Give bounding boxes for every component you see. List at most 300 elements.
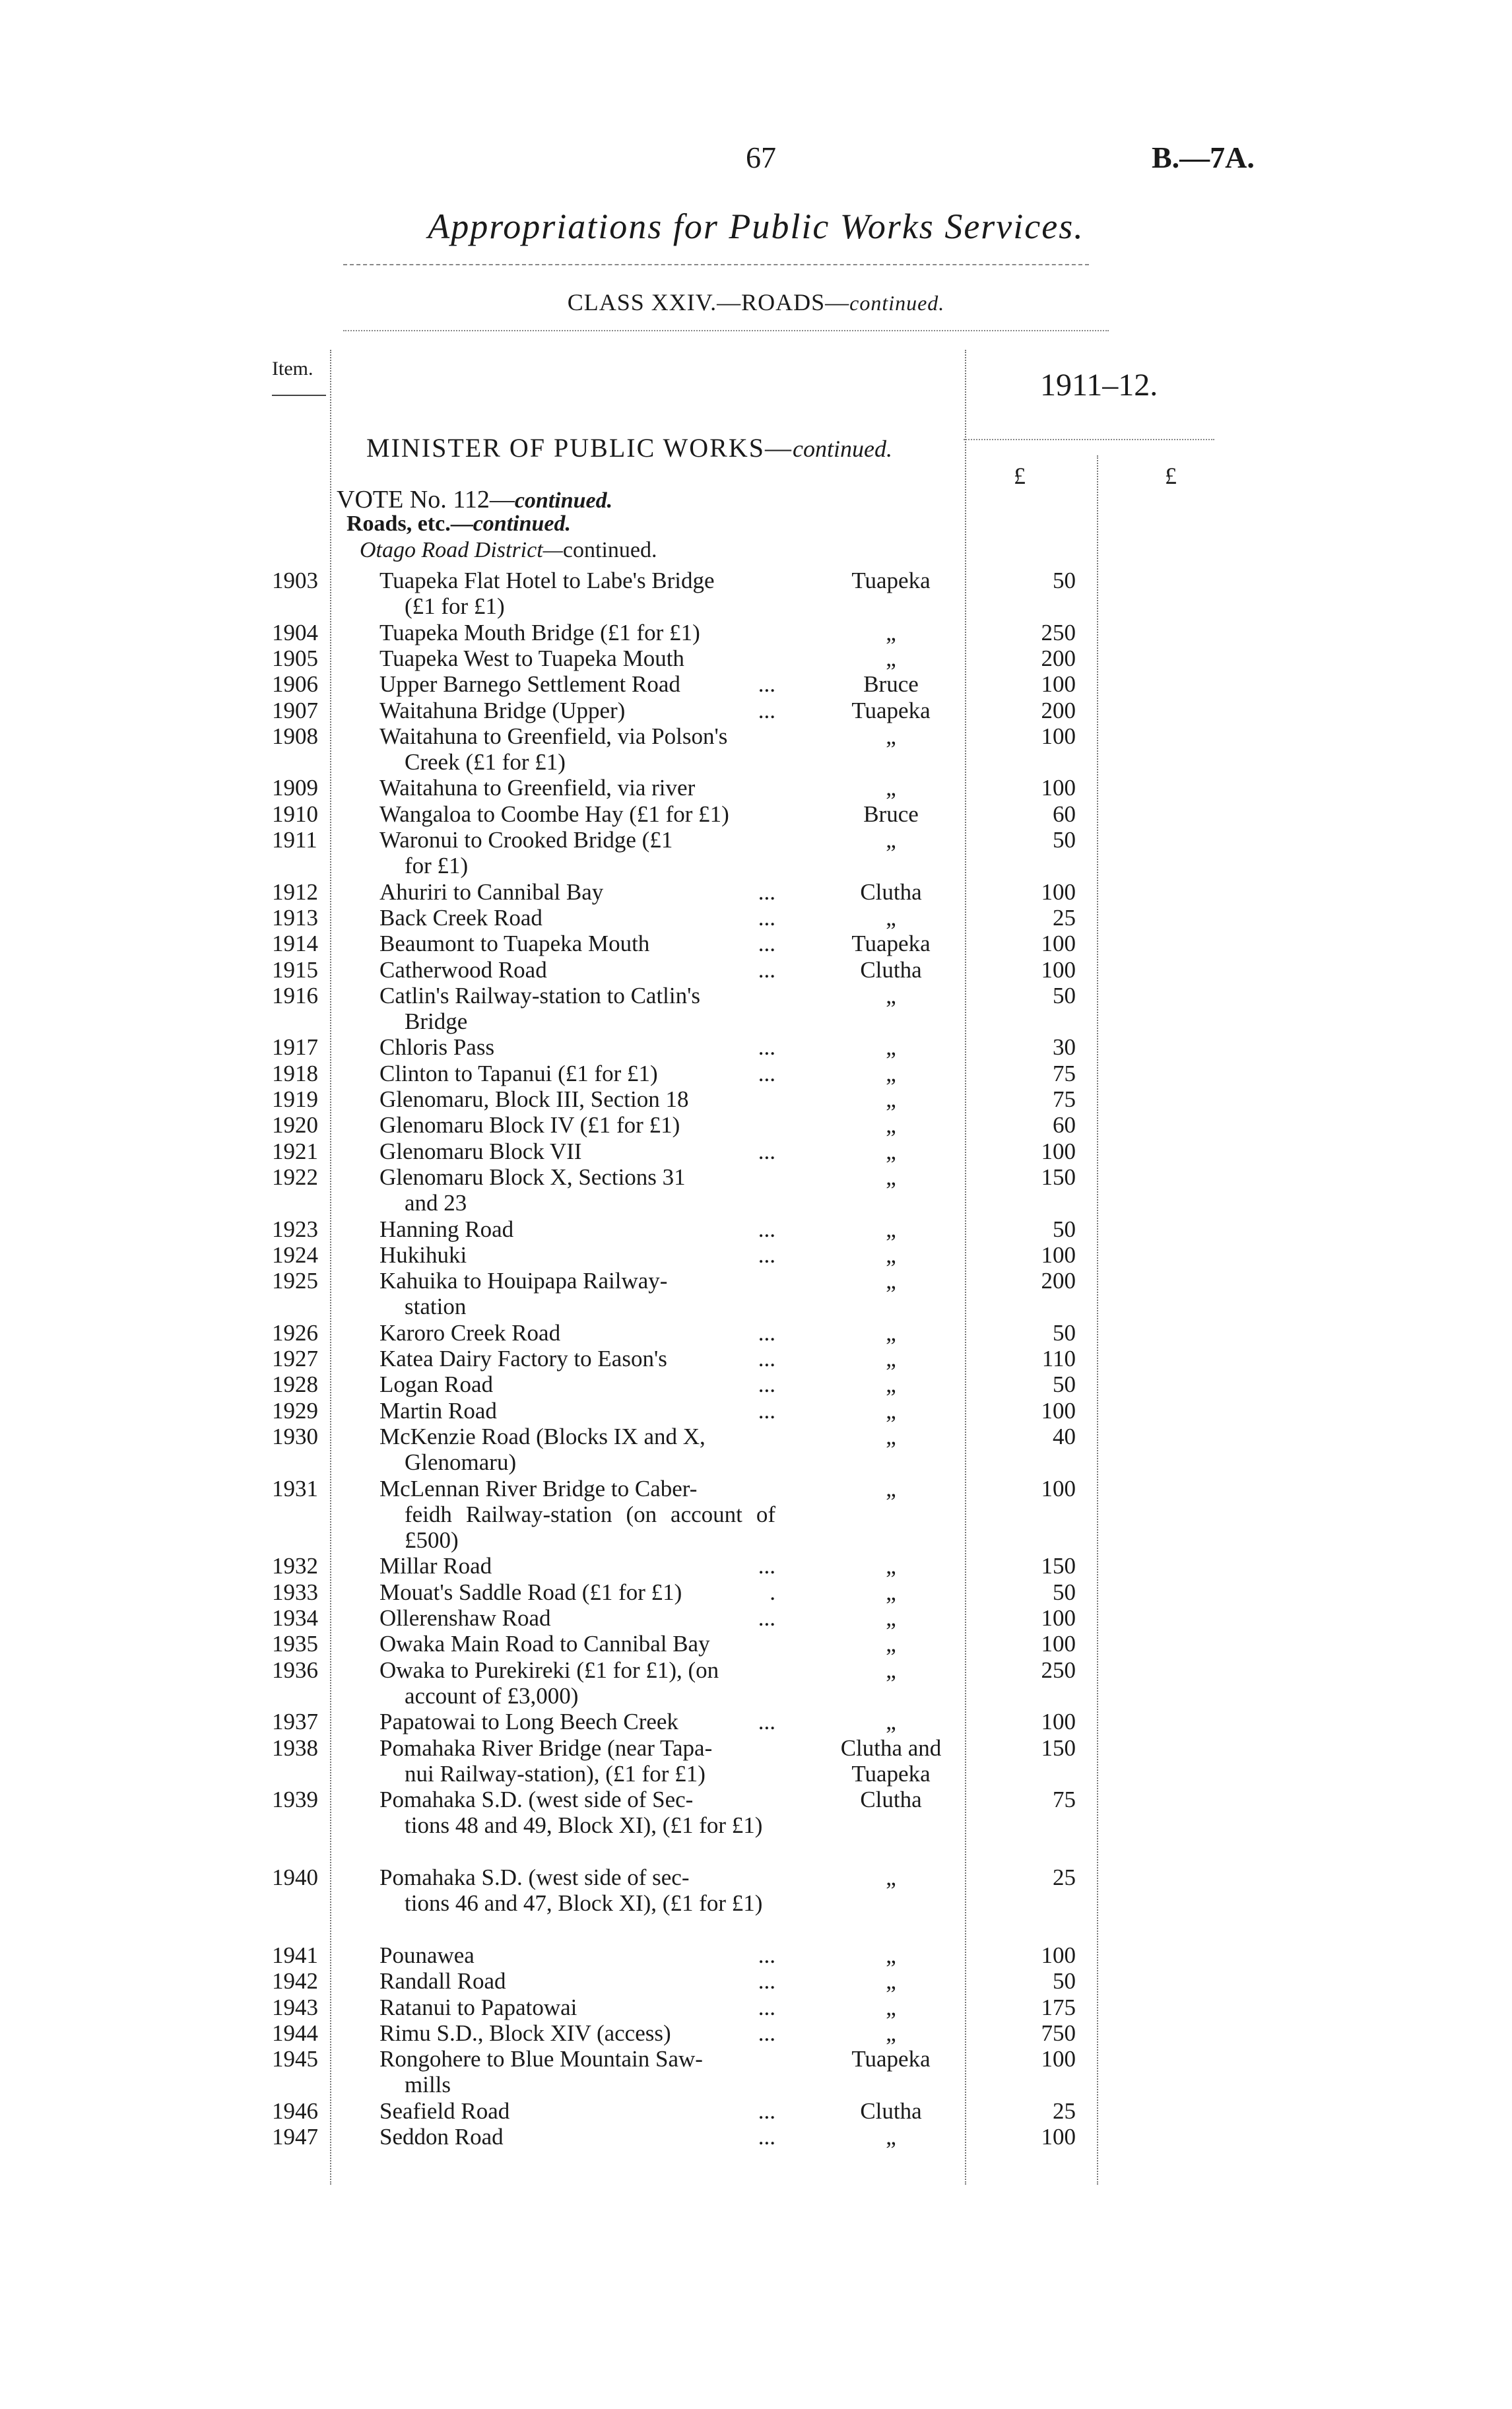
electoral-district-text: Tuapeka [851,697,931,723]
minister-cont: continued. [793,436,892,462]
item-number: 1924 [272,1241,318,1268]
amount: 100 [1041,931,1076,957]
item-description [379,905,775,931]
item-description-continuation: nui Railway-station), (£1 for £1) [405,1760,706,1787]
amount: 60 [1053,1112,1076,1138]
electoral-district-text: „ [886,1423,896,1449]
item-description [379,723,775,775]
item-description [379,1864,775,1916]
amount: 30 [1053,1034,1076,1061]
item-number: 1936 [272,1657,318,1683]
leader-dots: ... [758,931,775,957]
electoral-district [812,1034,970,1060]
item-description-text: Logan Road [379,1371,494,1398]
amount: 50 [1053,1216,1076,1242]
item-description-text: Karoro Creek Road [379,1319,561,1346]
item-number: 1947 [272,2124,318,2150]
item-description-text: Waitahuna to Greenfield, via river [379,775,696,801]
electoral-district-text: „ [886,2124,896,2150]
item-description [379,2020,775,2046]
item-description-continuation: account of £3,000) [405,1682,579,1709]
item-description [379,957,775,983]
item-description-text: Seddon Road [379,2124,504,2150]
amount: 40 [1053,1423,1076,1449]
item-number: 1909 [272,775,318,801]
item-number: 1920 [272,1112,318,1138]
amount: 100 [1041,956,1076,983]
item-description-text: Tuapeka West to Tuapeka Mouth [379,645,684,671]
item-description-text: Beaumont to Tuapeka Mouth [379,931,650,957]
electoral-district-text: Tuapeka [851,931,931,957]
amount: 100 [1041,1631,1076,1657]
electoral-district [812,1398,970,1424]
electoral-district [812,1476,970,1502]
electoral-district-text: „ [886,645,896,671]
electoral-district [812,2124,970,2150]
item-number: 1943 [272,1994,318,2020]
amount: 100 [1041,671,1076,698]
item-description [379,879,775,905]
vote-cont: continued. [514,488,613,513]
electoral-district [812,1346,970,1371]
electoral-district-text: „ [886,827,896,853]
item-number: 1908 [272,723,318,749]
item-description [379,801,775,827]
amount: 50 [1053,1319,1076,1346]
item-number: 1933 [272,1579,318,1605]
electoral-district [812,1709,970,1734]
electoral-district-text: Clutha [860,878,922,905]
electoral-district [812,827,970,853]
leader-dots: ... [758,878,775,905]
item-description [379,1138,775,1164]
item-description-text: Martin Road [379,1397,497,1424]
year-heading: 1911–12. [1040,368,1158,403]
electoral-district-text: „ [886,1709,896,1735]
leader-dots: ... [758,1968,775,1995]
class-heading-text: CLASS XXIV.—ROADS— [567,289,850,315]
electoral-district [812,775,970,801]
item-description [379,1371,775,1397]
electoral-district-text: „ [886,982,896,1008]
item-description-continuation: Creek (£1 for £1) [405,748,566,775]
amount: 25 [1053,904,1076,931]
electoral-district [812,568,970,593]
item-number: 1930 [272,1423,318,1449]
item-description-text: Chloris Pass [379,1034,495,1061]
item-number: 1946 [272,2097,318,2124]
electoral-district [812,957,970,983]
leader-dots: ... [758,2124,775,2150]
roads-heading [346,512,571,537]
item-description [379,671,775,697]
amount: 175 [1041,1994,1076,2020]
item-description-text: Hanning Road [379,1216,514,1242]
electoral-district-text: „ [886,1086,896,1112]
item-description [379,1476,775,1553]
leader-dots: ... [758,904,775,931]
item-description [379,1424,775,1475]
amount: 25 [1053,1864,1076,1890]
item-heading-underline [272,395,326,396]
leader-dots: ... [758,1605,775,1631]
page-number: 67 [746,141,776,174]
item-number: 1921 [272,1138,318,1164]
document-reference: B.—7A. [1152,141,1255,174]
electoral-district [812,1787,970,1812]
item-description [379,1034,775,1060]
class-heading-cont: continued. [849,291,945,315]
electoral-district [812,879,970,905]
item-description-continuation: tions 46 and 47, Block XI), (£1 for £1) [405,1890,763,1916]
amount: 200 [1041,645,1076,671]
item-description-text: Clinton to Tapanui (£1 for £1) [379,1060,658,1086]
item-description [379,1657,775,1709]
item-number: 1941 [272,1942,318,1968]
item-description-text: Tuapeka Flat Hotel to Labe's Bridge [379,568,715,593]
leader-dots: ... [758,1553,775,1579]
item-description-text: Pomahaka S.D. (west side of sec- [379,1864,690,1890]
electoral-district-text: „ [886,1968,896,1995]
electoral-district-text: „ [886,1631,896,1657]
item-number: 1938 [272,1734,318,1761]
item-description [379,1164,775,1216]
item-description [379,2098,775,2124]
leader-dots: ... [758,1319,775,1346]
leader-dots: ... [758,2097,775,2124]
item-description-continuation: feidh Railway-station (on account of £500) [405,1501,775,1553]
item-number: 1929 [272,1397,318,1424]
item-description-text: McLennan River Bridge to Caber- [379,1475,698,1502]
electoral-district-text: „ [886,1864,896,1890]
leader-dots: ... [758,956,775,983]
item-description [379,1242,775,1268]
electoral-district [812,2098,970,2124]
item-description [379,1735,775,1787]
class-heading [0,288,1512,316]
electoral-district [812,1112,970,1138]
electoral-district-text: „ [886,1605,896,1631]
electoral-district-text: „ [886,1216,896,1242]
minister-heading [366,432,892,463]
item-description-text: Katea Dairy Factory to Eason's [379,1346,667,1371]
item-number: 1910 [272,801,318,827]
leader-dots: ... [758,1371,775,1398]
amount: 25 [1053,2097,1076,2124]
amount: 50 [1053,982,1076,1008]
roads-cont: continued. [473,512,572,536]
item-description [379,827,775,878]
electoral-district [812,723,970,749]
table-top-rule [343,330,1109,331]
pound-sign-1: £ [1014,463,1026,489]
item-description-continuation: and 23 [405,1189,467,1216]
item-number: 1919 [272,1086,318,1112]
amount: 100 [1041,1709,1076,1735]
page-title: Appropriations for Public Works Services. [428,207,1084,246]
electoral-district-text: „ [886,1371,896,1398]
electoral-district [812,1553,970,1579]
amount: 50 [1053,827,1076,853]
minister-text: MINISTER OF PUBLIC WORKS— [366,433,793,463]
amount: 60 [1053,801,1076,827]
item-description-text: Glenomaru, Block III, Section 18 [379,1086,689,1112]
item-description [379,1553,775,1579]
electoral-district-text: „ [886,1346,896,1371]
amount: 250 [1041,1657,1076,1683]
electoral-district-text: „ [886,1060,896,1086]
amount: 50 [1053,1579,1076,1605]
electoral-district-text: „ [886,1268,896,1294]
item-description-continuation: for £1) [405,853,469,878]
year-heading-rule [964,439,1214,440]
amount: 75 [1053,1787,1076,1813]
amount: 100 [1041,723,1076,749]
district-cont: continued. [562,538,657,562]
leader-dots: ... [758,1346,775,1371]
electoral-district [812,1968,970,1994]
electoral-district [812,1605,970,1631]
item-number: 1928 [272,1371,318,1398]
leader-dots: ... [758,1994,775,2020]
electoral-district [812,1371,970,1397]
electoral-district-text: „ [886,1164,896,1190]
electoral-district-text: „ [886,1034,896,1061]
electoral-district [812,1942,970,1968]
item-description [379,1995,775,2020]
amount: 50 [1053,568,1076,593]
electoral-district [812,2020,970,2046]
electoral-district [812,1424,970,1449]
item-description-text: Mouat's Saddle Road (£1 for £1) [379,1579,682,1605]
item-number: 1912 [272,878,318,905]
item-number: 1944 [272,2020,318,2046]
item-number: 1917 [272,1034,318,1061]
leader-dots: ... [758,1709,775,1735]
item-description-text: Upper Barnego Settlement Road [379,671,680,698]
electoral-district-text: „ [886,1397,896,1424]
electoral-district [812,620,970,645]
leader-dots: ... [758,1397,775,1424]
item-number: 1907 [272,697,318,723]
district-text: Otago Road District— [360,538,563,562]
electoral-district [812,1631,970,1657]
item-description [379,1216,775,1242]
item-description-text: Waitahuna to Greenfield, via Polson's [379,723,728,749]
leader-dots: ... [758,697,775,723]
vote-heading [337,485,612,514]
amount: 50 [1053,1968,1076,1995]
item-description-text: Catherwood Road [379,956,547,983]
item-description-text: Seafield Road [379,2097,510,2124]
item-description [379,1398,775,1424]
item-number: 1945 [272,2046,318,2072]
item-description-text: Back Creek Road [379,904,542,931]
item-description [379,568,775,619]
item-number: 1906 [272,671,318,698]
amount: 200 [1041,697,1076,723]
electoral-district [812,1579,970,1605]
item-number: 1923 [272,1216,318,1242]
amount: 100 [1041,2124,1076,2150]
item-number: 1925 [272,1268,318,1294]
item-description-text: Wangaloa to Coombe Hay (£1 for £1) [379,801,729,827]
electoral-district-text: „ [886,1553,896,1579]
item-description-continuation: Glenomaru) [405,1449,517,1475]
item-description [379,645,775,671]
electoral-district-text: „ [886,1112,896,1138]
electoral-district-text: Tuapeka [851,2046,931,2072]
column-divider-amount [1097,455,1098,2185]
item-description [379,1631,775,1657]
item-number: 1911 [272,827,317,853]
electoral-district [812,1864,970,1890]
electoral-district [812,1735,970,1787]
item-number: 1913 [272,904,318,931]
item-description-text: Tuapeka Mouth Bridge (£1 for £1) [379,619,700,645]
amount: 100 [1041,1942,1076,1968]
item-description-text: Millar Road [379,1553,492,1579]
electoral-district-text: Clutha [860,956,922,983]
electoral-district [812,801,970,827]
electoral-district [812,1657,970,1683]
amount: 50 [1053,1371,1076,1398]
item-description [379,2124,775,2150]
item-description [379,1268,775,1319]
item-description [379,1709,775,1734]
item-number: 1937 [272,1709,318,1735]
electoral-district [812,905,970,931]
item-number: 1932 [272,1553,318,1579]
item-description [379,2046,775,2097]
item-description-text: McKenzie Road (Blocks IX and X, [379,1423,706,1449]
electoral-district-second-line: Tuapeka [851,1760,931,1787]
item-description [379,1579,775,1605]
item-description-text: Catlin's Railway-station to Catlin's [379,982,701,1008]
item-description-text: Randall Road [379,1968,506,1995]
item-description-text: Waronui to Crooked Bridge (£1 [379,827,673,853]
column-divider-item [330,350,331,2185]
amount: 100 [1041,1475,1076,1502]
electoral-district [812,1995,970,2020]
item-description-text: Rongohere to Blue Mountain Saw- [379,2046,703,2072]
electoral-district [812,983,970,1008]
amount: 150 [1041,1164,1076,1190]
leader-dots: ... [758,1034,775,1061]
electoral-district-text: „ [886,1994,896,2020]
item-description [379,1320,775,1346]
electoral-district-text: „ [886,1475,896,1502]
item-number: 1935 [272,1631,318,1657]
amount: 100 [1041,1138,1076,1164]
electoral-district-text: „ [886,1138,896,1164]
item-description-text: Pomahaka River Bridge (near Tapa- [379,1734,713,1761]
item-description-text: Hukihuki [379,1241,467,1268]
leader-dots: ... [758,1138,775,1164]
item-number: 1905 [272,645,318,671]
amount: 100 [1041,2046,1076,2072]
amount: 75 [1053,1086,1076,1112]
electoral-district [812,1086,970,1112]
item-description-continuation: Bridge [405,1008,468,1034]
leader-dots: . [770,1579,775,1605]
item-description [379,983,775,1034]
item-number: 1904 [272,619,318,645]
item-description-text: Glenomaru Block VII [379,1138,582,1164]
amount: 250 [1041,619,1076,645]
item-description-text: Glenomaru Block IV (£1 for £1) [379,1112,680,1138]
electoral-district-text: Clutha and [840,1734,942,1761]
item-description-continuation: mills [405,2072,451,2098]
item-number: 1922 [272,1164,318,1190]
electoral-district [812,1138,970,1164]
item-description-text: Glenomaru Block X, Sections 31 [379,1164,686,1190]
electoral-district [812,1164,970,1190]
roads-text: Roads, etc.— [346,512,473,536]
electoral-district-text: Bruce [863,671,919,698]
item-number: 1914 [272,931,318,957]
electoral-district-text: „ [886,904,896,931]
leader-dots: ... [758,2020,775,2046]
item-number: 1940 [272,1864,318,1890]
amount: 100 [1041,878,1076,905]
item-description [379,1346,775,1371]
leader-dots: ... [758,1216,775,1242]
item-description-text: Rimu S.D., Block XIV (access) [379,2020,671,2046]
amount: 110 [1041,1346,1076,1371]
item-description [379,1112,775,1138]
item-description [379,1605,775,1631]
electoral-district [812,1216,970,1242]
item-description [379,1942,775,1968]
electoral-district-text: Clutha [860,1787,922,1813]
item-description-text: Ahuriri to Cannibal Bay [379,878,604,905]
electoral-district [812,698,970,723]
amount: 100 [1041,775,1076,801]
item-description [379,1968,775,1994]
item-number: 1926 [272,1319,318,1346]
item-description [379,775,775,801]
electoral-district [812,1268,970,1294]
district-heading [360,538,657,563]
electoral-district-text: „ [886,1579,896,1605]
electoral-district [812,671,970,697]
electoral-district-text: „ [886,1319,896,1346]
item-description-text: Ollerenshaw Road [379,1605,551,1631]
electoral-district [812,2046,970,2072]
electoral-district-text: „ [886,1241,896,1268]
item-description-text: Ratanui to Papatowai [379,1994,577,2020]
electoral-district-text: Tuapeka [851,568,931,593]
electoral-district-text: „ [886,619,896,645]
item-number: 1942 [272,1968,318,1995]
item-description-text: Kahuika to Houipapa Railway- [379,1268,668,1294]
item-description [379,931,775,956]
item-number: 1931 [272,1475,318,1502]
item-description [379,1787,775,1838]
amount: 100 [1041,1397,1076,1424]
item-description-text: Owaka Main Road to Cannibal Bay [379,1631,710,1657]
item-description-text: Pomahaka S.D. (west side of Sec- [379,1787,694,1813]
electoral-district-text: Bruce [863,801,919,827]
item-description-text: Owaka to Purekireki (£1 for £1), (on [379,1657,719,1683]
item-description-text: Papatowai to Long Beech Creek [379,1709,678,1735]
amount: 75 [1053,1060,1076,1086]
electoral-district-text: „ [886,775,896,801]
electoral-district [812,645,970,671]
item-description-continuation: tions 48 and 49, Block XI), (£1 for £1) [405,1812,763,1839]
item-number: 1939 [272,1787,318,1813]
